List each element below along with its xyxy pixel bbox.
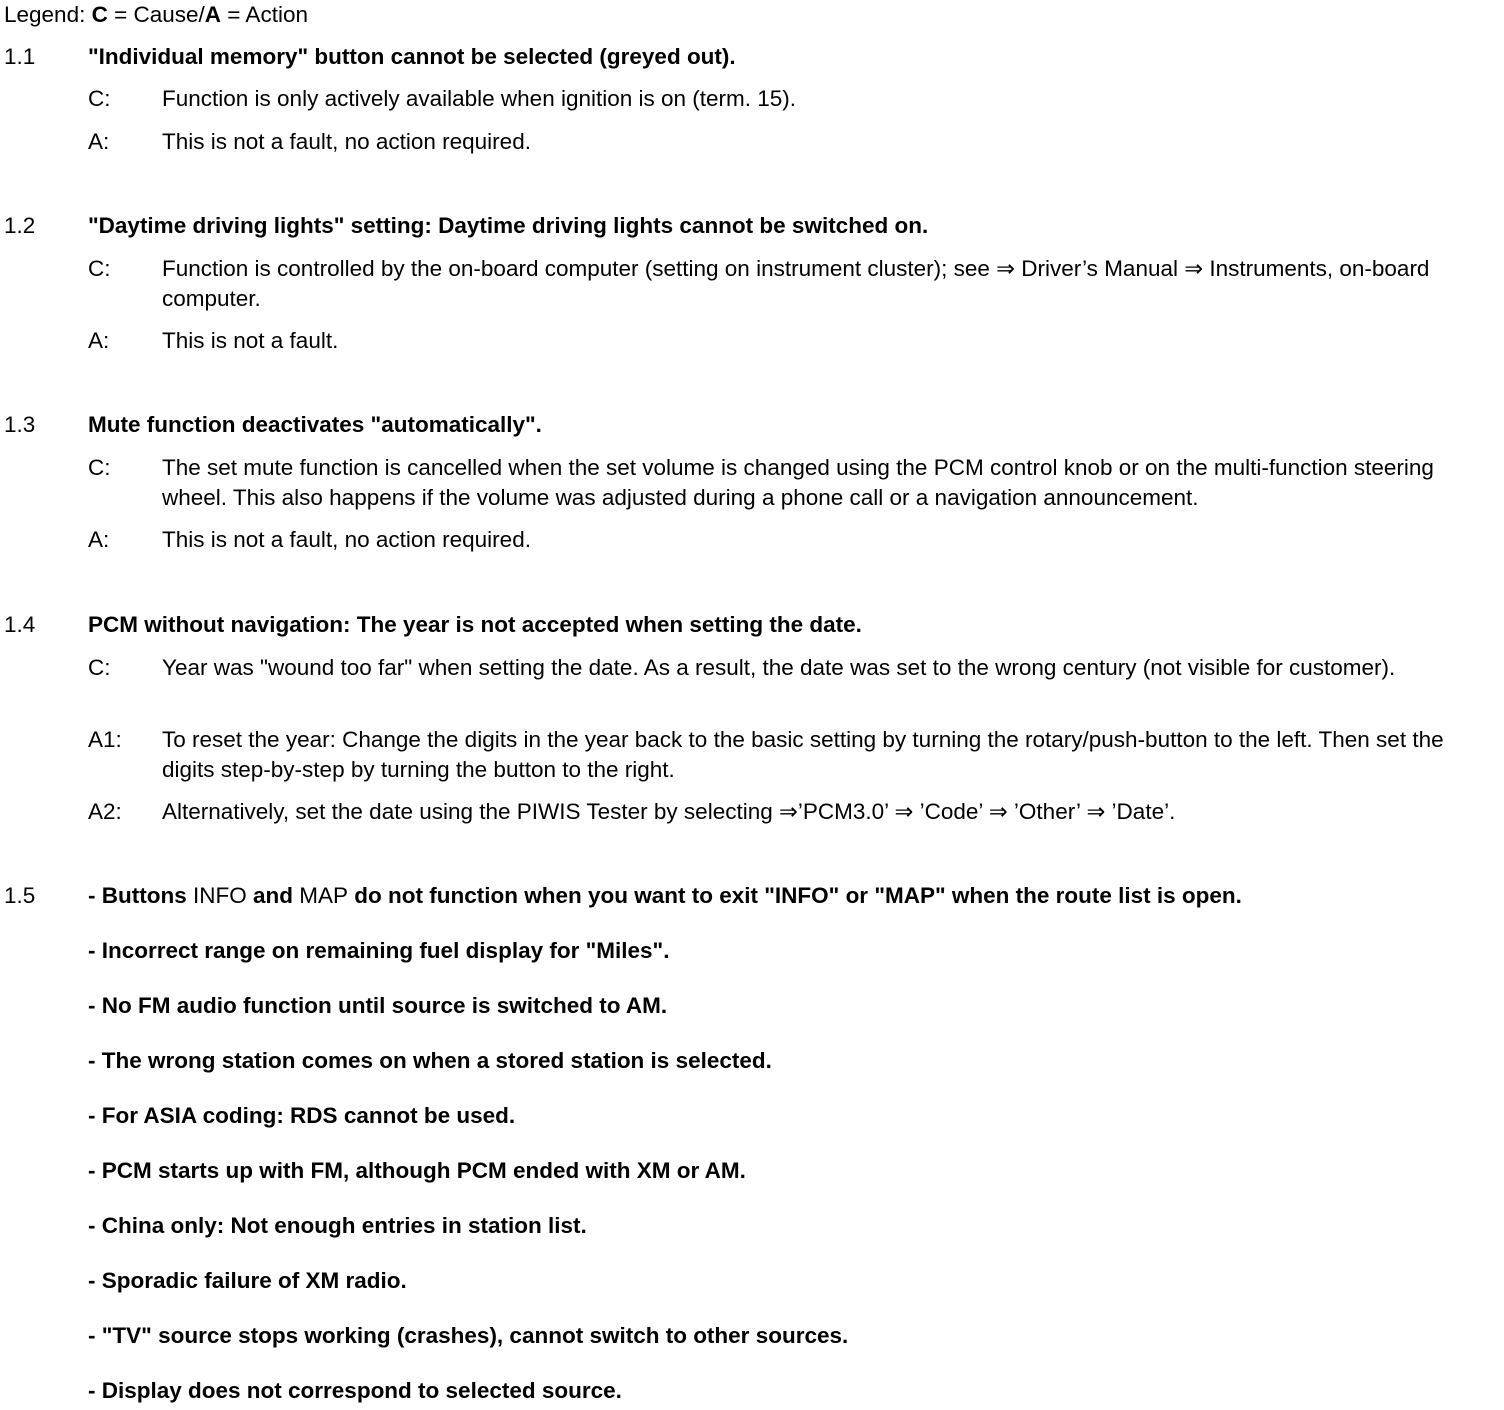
section-title: PCM without navigation: The year is not accepted when setting the date. [88, 612, 862, 637]
legend-a-text: = Action [221, 2, 308, 27]
legend-a-letter: A [204, 2, 222, 27]
row-text: Year was "wound too far" when setting the date. As a result, the date was set to the wrong century (not visible for customer). [162, 655, 1396, 680]
row-label: A1: [88, 727, 122, 752]
row-text: Alternatively, set the date using the PIWIS Tester by selecting ⇒’PCM3.0’ ⇒ ’Code’ ⇒ ’Other’ ⇒ ’Date’. [162, 799, 1176, 824]
section-number: 1.3 [4, 412, 36, 437]
row-label: C: [88, 86, 111, 111]
issue-bullet: - Display does not correspond to selected source. [88, 1378, 622, 1403]
section-number: 1.2 [4, 213, 36, 238]
section-number: 1.1 [4, 44, 36, 69]
title-part: - Buttons [88, 883, 193, 908]
legend-c-letter: C [91, 2, 108, 27]
row-label: A: [88, 328, 110, 353]
issue-bullet: - "TV" source stops working (crashes), cannot switch to other sources. [88, 1323, 849, 1348]
map-button-label: MAP [299, 883, 349, 908]
row-label: C: [88, 455, 111, 480]
legend [4, 0, 308, 30]
issue-bullet: - No FM audio function until source is switched to AM. [88, 993, 668, 1018]
row-label: A: [88, 129, 110, 154]
row-label: C: [88, 655, 111, 680]
title-part: do not function when you want to exit "INFO" or "MAP" when the route list is open. [348, 883, 1242, 908]
issue-bullet: - China only: Not enough entries in station list. [88, 1213, 587, 1238]
row-text: This is not a fault. [162, 328, 339, 353]
row-text: This is not a fault, no action required. [162, 129, 531, 154]
row-label: A2: [88, 799, 122, 824]
row-label: C: [88, 256, 111, 281]
issue-bullet: - PCM starts up with FM, although PCM ended with XM or AM. [88, 1158, 746, 1183]
section-number: 1.4 [4, 612, 36, 637]
section-number: 1.5 [4, 883, 36, 908]
row-text: This is not a fault, no action required. [162, 527, 531, 552]
issue-bullet: - Sporadic failure of XM radio. [88, 1268, 407, 1293]
legend-c-text: = Cause/ [107, 2, 205, 27]
section-title: Mute function deactivates "automatically". [88, 412, 542, 437]
legend-prefix: Legend: [4, 2, 92, 27]
section-title: "Individual memory" button cannot be selected (greyed out). [88, 44, 736, 69]
info-button-label: INFO [192, 883, 247, 908]
title-part: and [246, 883, 300, 908]
row-label: A: [88, 527, 110, 552]
row-text: The set mute function is cancelled when the set volume is changed using the PCM control knob or on the multi-function steering wheel. This also happens if the volume was adjusted during a phone call or a navigation announcement. [162, 455, 1434, 510]
section-title: "Daytime driving lights" setting: Daytime driving lights cannot be switched on. [88, 213, 929, 238]
issue-bullet: - Incorrect range on remaining fuel display for "Miles". [88, 938, 670, 963]
issue-bullet: - For ASIA coding: RDS cannot be used. [88, 1103, 516, 1128]
section-title [88, 881, 1242, 911]
row-text: Function is controlled by the on-board computer (setting on instrument cluster); see ⇒ Driver’s Manual ⇒ Instruments, on-board computer. [162, 256, 1430, 311]
row-text: Function is only actively available when ignition is on (term. 15). [162, 86, 797, 111]
issue-bullet: - The wrong station comes on when a stored station is selected. [88, 1048, 772, 1073]
row-text: To reset the year: Change the digits in the year back to the basic setting by turning the rotary/push-button to the left. Then set the digits step-by-step by turning the button to the right. [162, 727, 1444, 782]
